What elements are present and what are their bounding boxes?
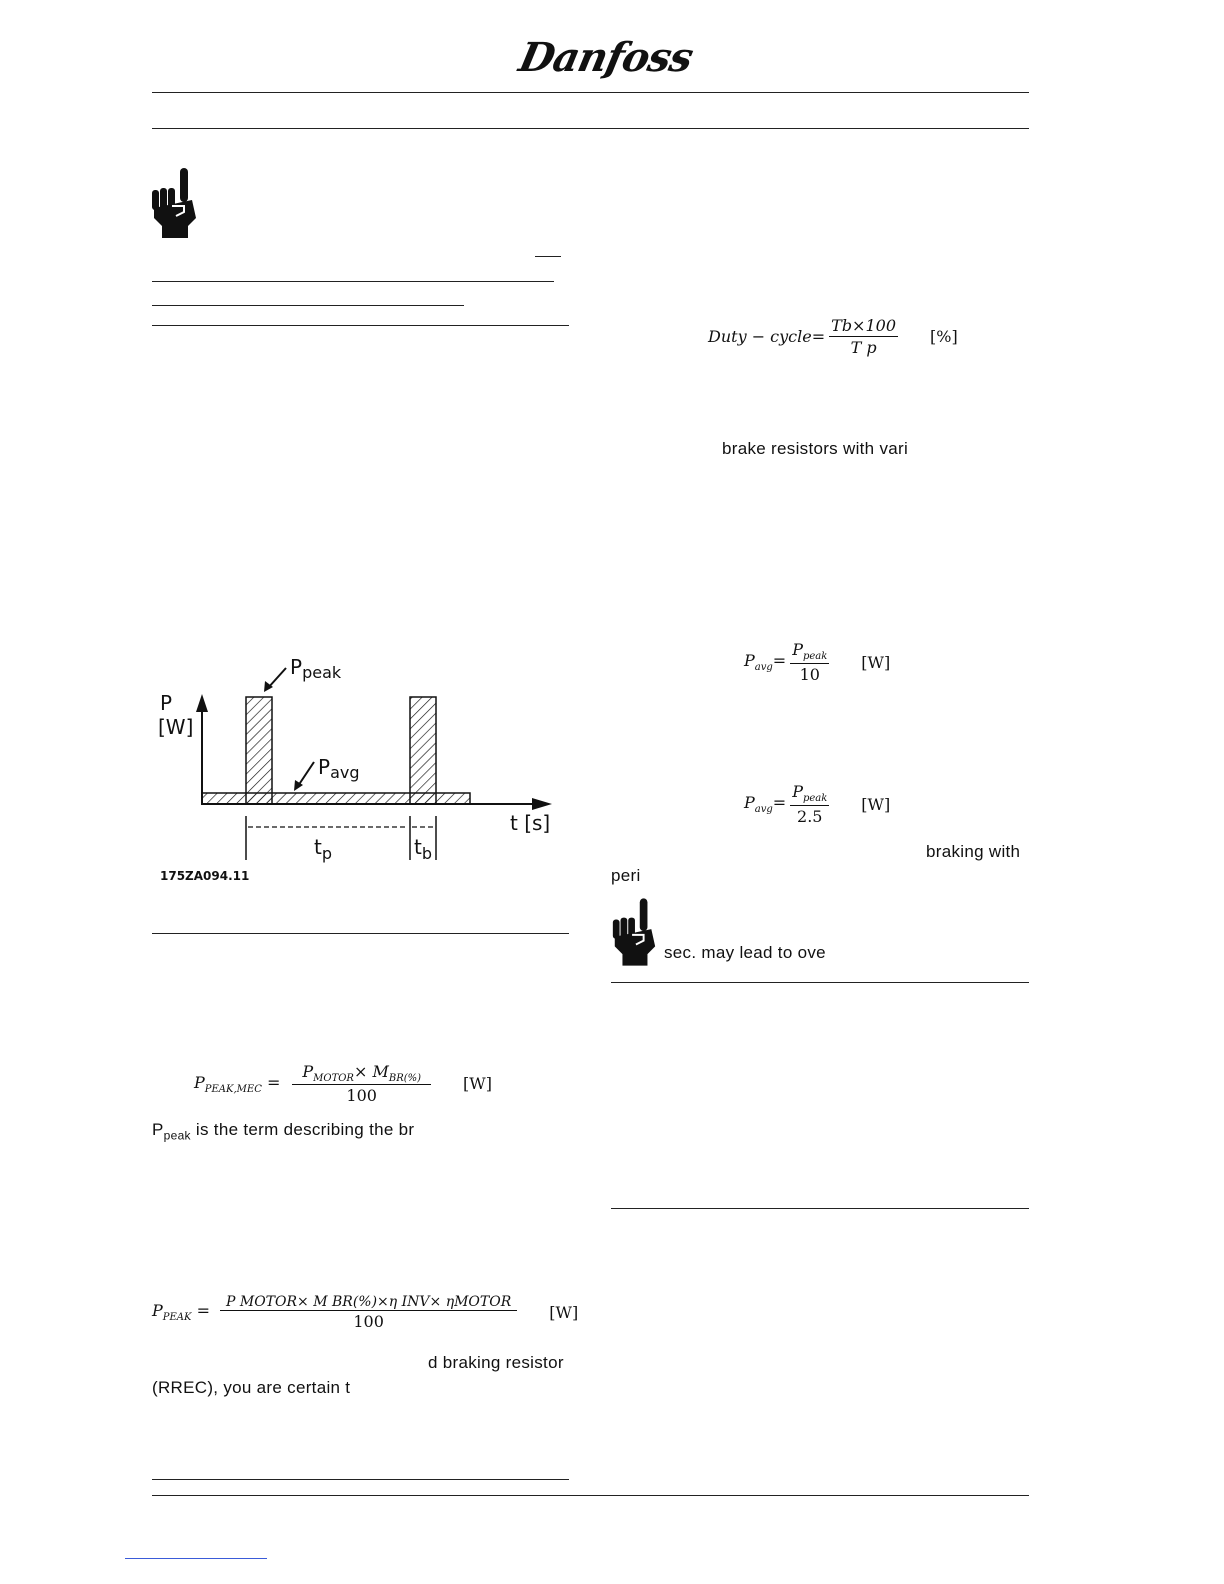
peri-text: peri	[611, 866, 641, 885]
footer-link-underline[interactable]	[125, 1558, 267, 1559]
section-rule-left-1	[152, 325, 569, 326]
figure-caption: 175ZA094.11	[160, 869, 250, 883]
para-end-line-2: (RREC), you are certain t	[152, 1378, 351, 1397]
formula-peak: $P_{PEAK}$ = $\frac{\text{P MOTOR× M BR(\%)×η INV× ηMOTOR}}{100}$ [W]	[152, 1294, 579, 1331]
label-tp: $t_p$	[314, 835, 332, 863]
x-axis-arrow	[532, 798, 552, 810]
ppeak-description: $P_{peak}$ is the term describing the br	[152, 1120, 415, 1143]
underline-2	[152, 305, 464, 306]
braking-with-text: braking with	[926, 842, 1021, 861]
pointing-hand-icon	[148, 166, 200, 240]
label-p-peak: $P_{peak}$	[290, 655, 342, 682]
label-tb: $t_b$	[414, 835, 432, 863]
section-rule-left-3	[152, 1479, 569, 1480]
peak-pointer	[268, 668, 286, 688]
pointing-hand-icon	[609, 896, 659, 968]
peak-bar-1	[246, 697, 272, 804]
header-rule-top	[152, 92, 1029, 93]
power-time-diagram	[152, 650, 572, 890]
header-rule-bottom	[152, 128, 1029, 129]
formula-avg-2-5: $P_{avg}=$ $\frac{P_{peak}}{2.5}$ [W]	[744, 782, 891, 827]
brand-logo: Danfoss	[515, 34, 697, 81]
section-rule-right-2	[611, 1208, 1029, 1209]
y-label-p: P	[160, 691, 173, 715]
section-rule-left-2	[152, 933, 569, 934]
note-text-right: sec. may lead to ove	[664, 943, 826, 962]
y-label-unit: [W]	[158, 715, 194, 739]
short-underline	[535, 256, 561, 257]
section-rule-right-1	[611, 982, 1029, 983]
y-axis-arrow	[196, 694, 208, 712]
avg-pointer	[298, 762, 314, 786]
label-p-avg: $P_{avg}$	[318, 755, 360, 782]
formula-duty-cycle: Duty − cycle= $\frac{Tb\times 100}{\text{T p}}$ [%]	[708, 316, 958, 357]
formula-peak-mec: $P_{PEAK,MEC}$ = $\frac{P_{MOTOR}\times M_{BR(\%)}}{100}$ [W]	[194, 1062, 492, 1106]
formula-avg-10: $P_{avg}=$ $\frac{P_{peak}}{10}$ [W]	[744, 640, 891, 685]
underline-1	[152, 281, 554, 282]
peak-bar-2	[410, 697, 436, 804]
brake-resistors-text: brake resistors with vari	[722, 439, 909, 458]
footer-rule	[152, 1495, 1029, 1496]
para-end-line-1: d braking resistor	[428, 1353, 564, 1372]
x-label-time: t [s]	[510, 811, 551, 835]
